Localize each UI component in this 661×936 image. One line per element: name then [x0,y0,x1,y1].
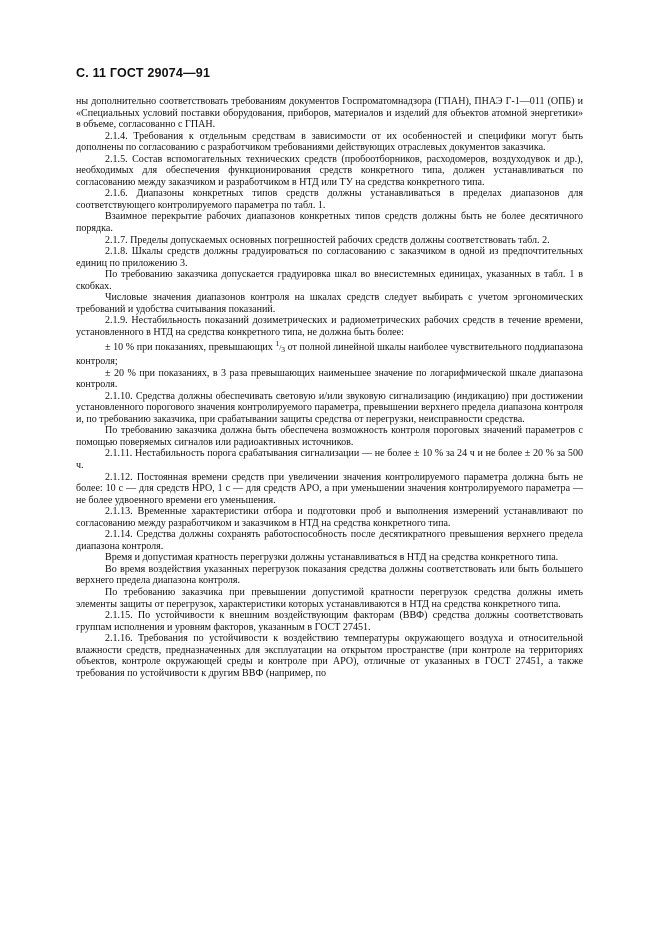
page-header: С. 11 ГОСТ 29074—91 [76,66,211,80]
paragraph: 2.1.11. Нестабильность порога срабатывания сигнализации — не более ± 10 % за 24 ч и не более ± 20 % за 500 ч. [76,448,583,471]
paragraph: Во время воздействия указанных перегрузок показания средства должны соответствовать или быть большего верхнего предела диапазона контроля. [76,563,583,587]
paragraph: 2.1.13. Временные характеристики отбора и подготовки проб и выполнения измерений устанавливают по согласованию между разработчиком и заказчиком в НТД на средства конкретного типа. [76,506,583,529]
fraction-denominator: 3 [281,345,286,355]
paragraph: 2.1.9. Нестабильность показаний дозиметрических и радиометрических рабочих средств в течение времени, установленного в НТД на средства конкретного типа, не должна быть более: [76,315,583,338]
fraction-numerator: 1 [275,339,280,349]
paragraph: По требованию заказчика должна быть обеспечена возможность контроля пороговых значений параметров с помощью поверяемых сигналов или радиоактивных источников. [76,425,583,448]
paragraph: 2.1.10. Средства должны обеспечивать световую и/или звуковую сигнализацию (индикацию) при достижении установленного порогового значения контролируемого параметра, превышении верхнего предела диапазона контроля и, по требованию заказчика, при срабатывании защиты средства от перегрузки, неисправности средства. [76,390,583,425]
fraction [275,339,286,355]
paragraph: По требованию заказчика при превышении допустимой кратности перегрузок средства должны иметь элементы защиты от перегрузок, характеристики которых устанавливаются в НТД на средства конкретного типа. [76,586,583,610]
paragraph: Взаимное перекрытие рабочих диапазонов конкретных типов средств должны быть не более десятичного порядка. [76,211,583,235]
paragraph: 2.1.5. Состав вспомогательных технических средств (пробоотборников, расходомеров, воздуходувок и др.), необходимых для обеспечения функционирования средств конкретного типа, должен устанавливаться по согласованию между заказчиком и разработчиком в НТД или ТУ на средства конкретного типа. [76,153,583,188]
paragraph: 2.1.6. Диапазоны конкретных типов средств должны устанавливаться в пределах диапазонов для соответствующего контролируемого параметра по табл. 1. [76,188,583,211]
paragraph: 2.1.4. Требования к отдельным средствам в зависимости от их особенностей и специфики могут быть дополнены по согласованию с разработчиком требованиями действующих отраслевых документов заказчика. [76,130,583,154]
paragraph: Числовые значения диапазонов контроля на шкалах средств следует выбирать с учетом эргономических требований и удобства считывания показаний. [76,292,583,315]
paragraph: ± 20 % при показаниях, в 3 раза превышающих наименьшее значение по логарифмической шкале диапазона контроля. [76,367,583,391]
paragraph: 2.1.8. Шкалы средств должны градуироваться по согласованию с заказчиком в одной из предпочтительных единиц по приложению 3. [76,246,583,269]
paragraph: 2.1.16. Требования по устойчивости к воздействию температуры окружающего воздуха и относительной влажности средств, предназначенных для эксплуатации на открытом пространстве (при контроле на территориях объектов, контроле окружающей среды и контроле при АРО), отличные от указанных в ГОСТ 27451, а также требования по устойчивости к другим ВВФ (например, по [76,633,583,679]
paragraph [76,338,583,367]
paragraph: 2.1.12. Постоянная времени средств при увеличении значения контролируемого параметра должна быть не более: 10 с — для средств НРО, 1 с — для средств АРО, а при уменьшении значения контролируемого параметра — не более удвоенного времени его уменьшения. [76,471,583,506]
body-text [76,96,583,679]
paragraph: 2.1.7. Пределы допускаемых основных погрешностей рабочих средств должны соответствовать табл. 2. [105,234,550,246]
paragraph: 2.1.14. Средства должны сохранять работоспособность после десятикратного превышения верхнего предела диапазона контроля. [76,529,583,552]
paragraph: 2.1.15. По устойчивости к внешним воздействующим факторам (ВВФ) средства должны соответствовать группам исполнения и уровням факторов, указанным в ГОСТ 27451. [76,610,583,633]
fraction-slash: / [279,343,282,353]
paragraph-text-before: ± 10 % при показаниях, превышающих [105,342,276,354]
paragraph: ны дополнительно соответствовать требованиям документов Госпроматомнадзора (ГПАН), ПНАЭ Г-1—011 (ОПБ) и «Специальных условий поставки оборудования, приборов, материалов и изделий для объектов атомной энергетики» в объеме, согласованно с ГПАН. [76,96,583,131]
paragraph: Время и допустимая кратность перегрузки должны устанавливаться в НТД на средства конкретного типа. [105,552,559,564]
paragraph-text-after: от полной линейной шкалы наиболее чувствительного поддиапазона контроля; [76,342,583,368]
paragraph: По требованию заказчика допускается градуировка шкал во внесистемных единицах, указанных в табл. 1 в скобках. [76,269,583,292]
